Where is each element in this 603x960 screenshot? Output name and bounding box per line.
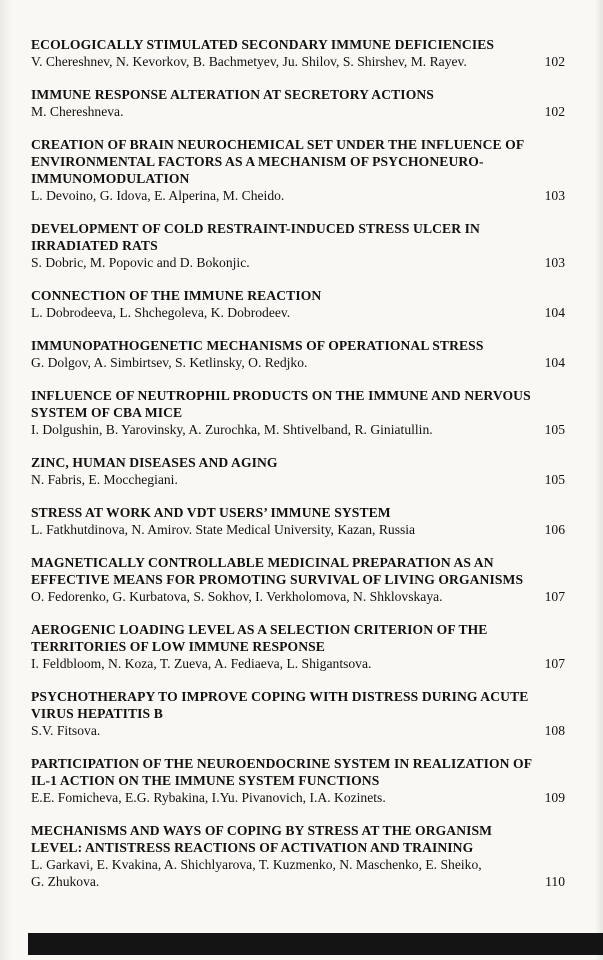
entry-authors: L. Dobrodeeva, L. Shchegoleva, K. Dobrodeev.: [31, 305, 291, 320]
entry-authors-row: [31, 471, 565, 488]
toc-entry: [31, 504, 565, 538]
entry-authors: S.V. Fitsova.: [31, 723, 101, 738]
entry-authors: O. Fedorenko, G. Kurbatova, S. Sokhov, I. Verkholomova, N. Shklovskaya.: [31, 589, 443, 604]
entry-title: INFLUENCE OF NEUTROPHIL PRODUCTS ON THE IMMUNE AND NERVOUS SYSTEM OF CBA MICE: [31, 388, 531, 420]
entry-authors-row: [31, 103, 565, 120]
entry-authors: S. Dobric, M. Popovic and D. Bokonjic.: [31, 255, 250, 270]
entry-page-number: 105: [544, 472, 565, 487]
entry-title: IMMUNOPATHOGENETIC MECHANISMS OF OPERATIONAL STRESS: [31, 338, 484, 353]
entry-title: ZINC, HUMAN DISEASES AND AGING: [31, 455, 278, 470]
entry-title: IMMUNE RESPONSE ALTERATION AT SECRETORY ACTIONS: [31, 87, 434, 102]
entry-authors: I. Feldbloom, N. Koza, T. Zueva, A. Fediaeva, L. Shigantsova.: [31, 656, 372, 671]
toc-entry: [31, 337, 565, 371]
toc-entry: [31, 86, 565, 120]
table-of-contents: [31, 36, 565, 890]
entry-page-number: 103: [544, 188, 565, 203]
scan-artifact-bar: [28, 933, 603, 955]
entry-title: ECOLOGICALLY STIMULATED SECONDARY IMMUNE DEFICIENCIES: [31, 37, 495, 52]
entry-authors-row: [31, 588, 565, 605]
entry-authors-row: [31, 521, 565, 538]
entry-authors-row: [31, 655, 565, 672]
entry-authors: G. Dolgov, A. Simbirtsev, S. Ketlinsky, O. Redjko.: [31, 355, 308, 370]
entry-authors: I. Dolgushin, B. Yarovinsky, A. Zurochka, M. Shtivelband, R. Giniatullin.: [31, 422, 433, 437]
entry-page-number: 108: [544, 723, 565, 738]
entry-authors-row: [31, 421, 565, 438]
toc-entry: [31, 287, 565, 321]
toc-entry: [31, 554, 565, 605]
entry-page-number: 107: [544, 656, 565, 671]
entry-page-number: 102: [544, 104, 565, 119]
entry-authors-row: [31, 187, 565, 204]
entry-title: PSYCHOTHERAPY TO IMPROVE COPING WITH DISTRESS DURING ACUTE VIRUS HEPATITIS B: [31, 689, 529, 721]
entry-authors: V. Chereshnev, N. Kevorkov, B. Bachmetyev, Ju. Shilov, S. Shirshev, M. Rayev.: [31, 54, 467, 69]
toc-entry: [31, 136, 565, 204]
entry-page-number: 107: [544, 589, 565, 604]
entry-title: CREATION OF BRAIN NEUROCHEMICAL SET UNDER THE INFLUENCE OF ENVIRONMENTAL FACTORS AS A MECHANISM OF PSYCHONEURO-IMMUNOMODULATION: [31, 137, 524, 186]
entry-title: PARTICIPATION OF THE NEUROENDOCRINE SYSTEM IN REALIZATION OF IL-1 ACTION ON THE IMMUNE SYSTEM FUNCTIONS: [31, 756, 532, 788]
entry-title: CONNECTION OF THE IMMUNE REACTION: [31, 288, 322, 303]
toc-entry: [31, 822, 565, 890]
entry-authors-row: [31, 53, 565, 70]
entry-authors: M. Chereshneva.: [31, 104, 124, 119]
entry-authors: L. Garkavi, E. Kvakina, A. Shichlyarova, T. Kuzmenko, N. Maschenko, E. Sheiko, G. Zhukova.: [31, 857, 482, 889]
entry-title: STRESS AT WORK AND VDT USERS’ IMMUNE SYSTEM: [31, 505, 391, 520]
entry-authors: L. Devoino, G. Idova, E. Alperina, M. Cheido.: [31, 188, 285, 203]
entry-title: DEVELOPMENT OF COLD RESTRAINT-INDUCED STRESS ULCER IN IRRADIATED RATS: [31, 221, 480, 253]
entry-page-number: 104: [544, 355, 565, 370]
entry-authors-row: [31, 856, 565, 890]
entry-page-number: 106: [544, 522, 565, 537]
entry-page-number: 110: [545, 874, 565, 889]
entry-page-number: 109: [544, 790, 565, 805]
toc-entry: [31, 36, 565, 70]
entry-authors-row: [31, 789, 565, 806]
toc-entry: [31, 621, 565, 672]
entry-authors-row: [31, 304, 565, 321]
toc-entry: [31, 220, 565, 271]
toc-entry: [31, 387, 565, 438]
entry-authors-row: [31, 722, 565, 739]
entry-authors-row: [31, 254, 565, 271]
entry-page-number: 103: [544, 255, 565, 270]
toc-entry: [31, 454, 565, 488]
entry-title: MAGNETICALLY CONTROLLABLE MEDICINAL PREPARATION AS AN EFFECTIVE MEANS FOR PROMOTING SURVIVAL OF LIVING ORGANISMS: [31, 555, 524, 587]
entry-authors: E.E. Fomicheva, E.G. Rybakina, I.Yu. Pivanovich, I.A. Kozinets.: [31, 790, 386, 805]
entry-page-number: 104: [544, 305, 565, 320]
entry-authors: L. Fatkhutdinova, N. Amirov. State Medical University, Kazan, Russia: [31, 522, 416, 537]
entry-authors: N. Fabris, E. Mocchegiani.: [31, 472, 178, 487]
entry-title: AEROGENIC LOADING LEVEL AS A SELECTION CRITERION OF THE TERRITORIES OF LOW IMMUNE RESPONSE: [31, 622, 488, 654]
entry-title: MECHANISMS AND WAYS OF COPING BY STRESS AT THE ORGANISM LEVEL: ANTISTRESS REACTIONS OF ACTIVATION AND TRAINING: [31, 823, 493, 855]
entry-page-number: 102: [544, 54, 565, 69]
entry-authors-row: [31, 354, 565, 371]
entry-page-number: 105: [544, 422, 565, 437]
toc-entry: [31, 688, 565, 739]
toc-entry: [31, 755, 565, 806]
